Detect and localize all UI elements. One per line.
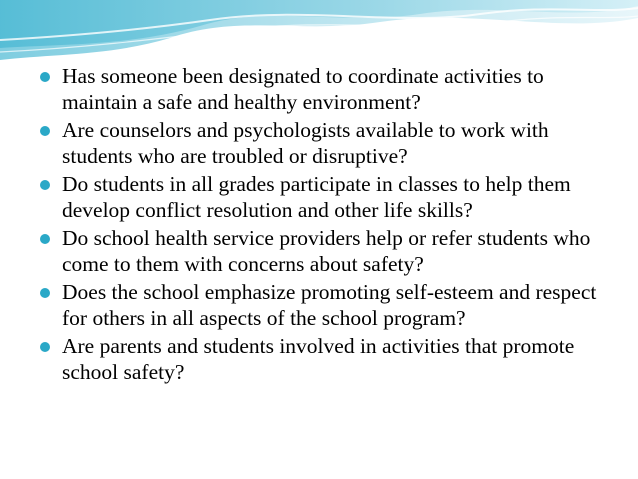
list-item — [36, 172, 616, 223]
bullet-dot-icon — [40, 342, 50, 352]
bullet-text: Do students in all grades participate in classes to help them develop conflict resolution and other life skills? — [62, 172, 571, 222]
list-item — [36, 64, 616, 115]
list-item — [36, 334, 616, 385]
bullet-dot-icon — [40, 234, 50, 244]
header-wave-decoration — [0, 0, 638, 60]
bullet-list — [36, 64, 616, 385]
list-item — [36, 280, 616, 331]
bullet-text: Do school health service providers help or refer students who come to them with concerns about safety? — [62, 226, 591, 276]
list-item — [36, 118, 616, 169]
list-item — [36, 226, 616, 277]
slide-body — [36, 64, 616, 388]
bullet-text: Are parents and students involved in activities that promote school safety? — [62, 334, 575, 384]
bullet-dot-icon — [40, 288, 50, 298]
bullet-dot-icon — [40, 180, 50, 190]
bullet-text: Does the school emphasize promoting self-esteem and respect for others in all aspects of the school program? — [62, 280, 597, 330]
bullet-text: Are counselors and psychologists available to work with students who are troubled or disruptive? — [62, 118, 549, 168]
bullet-dot-icon — [40, 126, 50, 136]
bullet-text: Has someone been designated to coordinate activities to maintain a safe and healthy environment? — [62, 64, 544, 114]
bullet-dot-icon — [40, 72, 50, 82]
